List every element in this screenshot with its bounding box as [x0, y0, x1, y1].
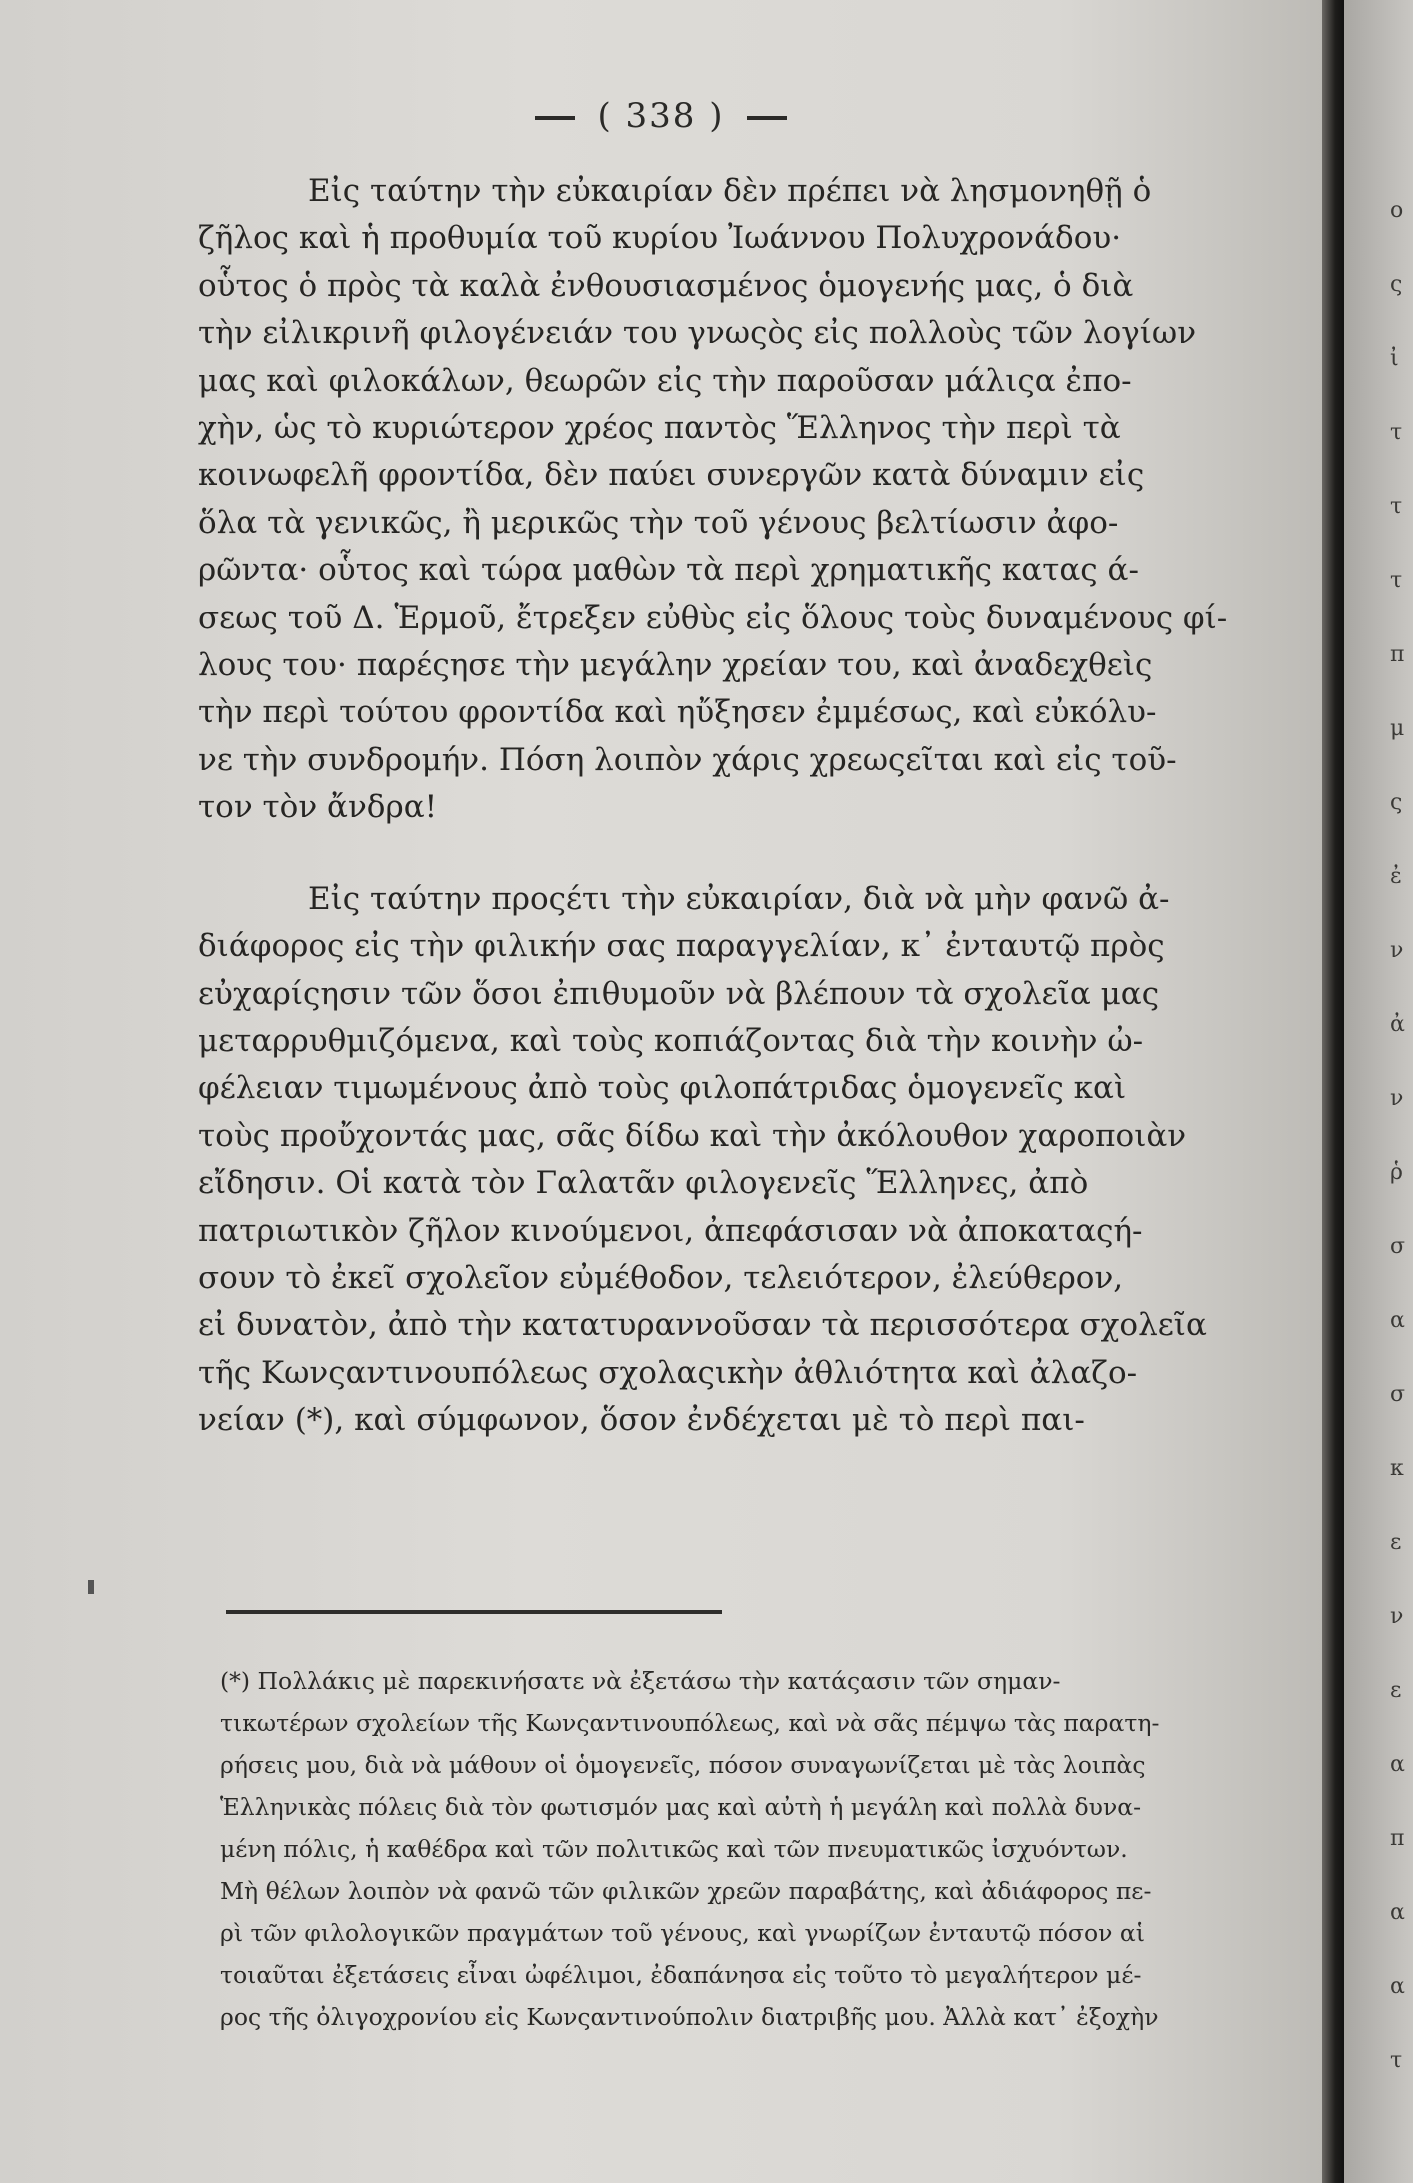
text-line: κοινωφελῆ φροντίδα, δὲν παύει συνεργῶν κατὰ δύναμιν εἰς	[198, 457, 1145, 494]
header-rule-right	[747, 116, 787, 120]
edge-letter: σ	[1390, 1382, 1406, 1407]
edge-letter: ν	[1390, 938, 1404, 963]
text-line: φέλειαν τιμωμένους ἀπὸ τοὺς φιλοπάτριδας ὁμογενεῖς καὶ	[198, 1070, 1127, 1107]
text-line: τὴν περὶ τούτου φροντίδα καὶ ηὔξησεν ἐμμέσως, καὶ εὐκόλυ-	[198, 694, 1157, 731]
edge-letter: τ	[1390, 494, 1403, 519]
edge-letter: κ	[1390, 1456, 1404, 1481]
edge-letter: α	[1390, 1308, 1405, 1333]
text-line: χὴν, ὡς τὸ κυριώτερον χρέος παντὸς Ἕλληνος τὴν περὶ τὰ	[198, 410, 1121, 447]
edge-letter: ο	[1390, 198, 1404, 223]
page-number: ( 338 )	[597, 96, 725, 136]
edge-letter: ς	[1390, 790, 1403, 815]
edge-letter: π	[1390, 1826, 1405, 1851]
main-text	[198, 168, 1306, 1445]
text-line: σουν τὸ ἐκεῖ σχολεῖον εὐμέθοδον, τελειότερον, ἐλεύθερον,	[198, 1259, 1124, 1296]
edge-letter: ς	[1390, 272, 1403, 297]
text-line: ζῆλος καὶ ἡ προθυμία τοῦ κυρίου Ἰωάννου Πολυχρονάδου·	[198, 220, 1122, 257]
edge-letter: ν	[1390, 1604, 1404, 1629]
footnote-line: Ἑλληνικὰς πόλεις διὰ τὸν φωτισμόν μας καὶ αὐτὴ ἡ μεγάλη καὶ πολλὰ δυνα-	[220, 1793, 1142, 1821]
edge-letter: ῥ	[1390, 1160, 1403, 1185]
next-page-edge	[1344, 0, 1413, 2183]
header-rule-left	[535, 116, 575, 120]
edge-letter: π	[1390, 642, 1405, 667]
text-line: τον τὸν ἄνδρα!	[198, 789, 438, 826]
text-line: εἰ δυνατὸν, ἀπὸ τὴν κατατυραννοῦσαν τὰ περισσότερα σχολεῖα	[198, 1307, 1207, 1344]
text-line: τὴν εἰλικρινῆ φιλογένειάν του γνωςὸς εἰς πολλοὺς τῶν λογίων	[198, 315, 1197, 352]
margin-mark	[88, 1580, 94, 1594]
page-header	[0, 96, 1322, 136]
text-line: νείαν (*), καὶ σύμφωνον, ὅσον ἐνδέχεται μὲ τὸ περὶ παι-	[198, 1402, 1085, 1439]
paragraph-2	[198, 876, 1306, 1445]
text-line: ρῶντα· οὗτος καὶ τώρα μαθὼν τὰ περὶ χρηματικῆς κατας ά-	[198, 552, 1139, 589]
paragraph-gap	[198, 832, 1306, 876]
text-line: τοὺς προὔχοντάς μας, σᾶς δίδω καὶ τὴν ἀκόλουθον χαροποιὰν	[198, 1117, 1187, 1154]
edge-letter: α	[1390, 1974, 1405, 1999]
footnote-line: μένη πόλις, ἡ καθέδρα καὶ τῶν πολιτικῶς καὶ τῶν πνευματικῶς ἰσχυόντων.	[220, 1835, 1128, 1863]
text-line: διάφορος εἰς τὴν φιλικήν σας παραγγελίαν, κ᾽ ἐνταυτῷ πρὸς	[198, 928, 1165, 965]
edge-letter: τ	[1390, 420, 1403, 445]
edge-letter: ε	[1390, 1678, 1402, 1703]
text-line: νε τὴν συνδρομήν. Πόση λοιπὸν χάρις χρεωςεῖται καὶ εἰς τοῦ-	[198, 741, 1177, 778]
edge-letter: τ	[1390, 568, 1403, 593]
edge-letter: α	[1390, 1900, 1405, 1925]
edge-letter: ἀ	[1390, 1012, 1405, 1037]
text-line: οὗτος ὁ πρὸς τὰ καλὰ ἐνθουσιασμένος ὁμογενής μας, ὁ διὰ	[198, 267, 1134, 304]
footnote-line: ρὶ τῶν φιλολογικῶν πραγμάτων τοῦ γένους, καὶ γνωρίζων ἐνταυτῷ πόσον αἱ	[220, 1919, 1145, 1947]
text-line: Εἰς ταύτην προςέτι τὴν εὐκαιρίαν, διὰ νὰ μὴν φανῶ ἀ-	[308, 880, 1170, 917]
edge-letter: ε	[1390, 1530, 1402, 1555]
text-line: μεταρρυθμιζόμενα, καὶ τοὺς κοπιάζοντας διὰ τὴν κοινὴν ὠ-	[198, 1022, 1144, 1059]
text-line: μας καὶ φιλοκάλων, θεωρῶν εἰς τὴν παροῦσαν μάλιςα ἐπο-	[198, 362, 1132, 399]
footnote	[220, 1660, 1300, 2038]
edge-letter: σ	[1390, 1234, 1406, 1259]
edge-letter: α	[1390, 1752, 1405, 1777]
text-line: Εἰς ταύτην τὴν εὐκαιρίαν δὲν πρέπει νὰ λησμονηθῇ ὁ	[308, 173, 1152, 209]
footnote-line: τικωτέρων σχολείων τῆς Κωνςαντινουπόλεως, καὶ νὰ σᾶς πέμψω τὰς παρατη-	[220, 1709, 1160, 1737]
footnote-line: τοιαῦται ἐξετάσεις εἶναι ὠφέλιμοι, ἐδαπάνησα εἰς τοῦτο τὸ μεγαλήτερον μέ-	[220, 1961, 1142, 1989]
text-line: πατριωτικὸν ζῆλον κινούμενοι, ἀπεφάσισαν νὰ ἀποκαταςή-	[198, 1212, 1143, 1249]
paragraph-1	[198, 168, 1306, 832]
edge-letter: ν	[1390, 1086, 1404, 1111]
footnote-line: ρος τῆς ὀλιγοχρονίου εἰς Κωνςαντινούπολιν διατριβῆς μου. Ἀλλὰ κατ᾽ ἐξοχὴν	[220, 2003, 1159, 2031]
footnote-separator	[226, 1610, 722, 1614]
text-line: τῆς Κωνςαντινουπόλεως σχολαςικὴν ἀθλιότητα καὶ ἀλαζο-	[198, 1354, 1138, 1391]
book-gutter	[1322, 0, 1344, 2183]
text-line: ὅλα τὰ γενικῶς, ἢ μερικῶς τὴν τοῦ γένους βελτίωσιν ἀφο-	[198, 504, 1119, 541]
footnote-line: Μὴ θέλων λοιπὸν νὰ φανῶ τῶν φιλικῶν χρεῶν παραβάτης, καὶ ἀδιάφορος πε-	[220, 1877, 1152, 1905]
footnote-line: ρήσεις μου, διὰ νὰ μάθουν οἱ ὁμογενεῖς, πόσον συναγωνίζεται μὲ τὰς λοιπὰς	[220, 1751, 1146, 1779]
text-line: σεως τοῦ Δ. Ἑρμοῦ, ἔτρεξεν εὐθὺς εἰς ὅλους τοὺς δυναμένους φί-	[198, 599, 1228, 636]
text-line: εἴδησιν. Οἱ κατὰ τὸν Γαλατᾶν φιλογενεῖς Ἕλληνες, ἀπὸ	[198, 1165, 1089, 1202]
edge-letter: ἰ	[1390, 346, 1399, 371]
text-line: εὐχαρίςησιν τῶν ὅσοι ἐπιθυμοῦν νὰ βλέπουν τὰ σχολεῖα μας	[198, 975, 1160, 1012]
edge-letter: τ	[1390, 2048, 1403, 2073]
edge-letter: ἐ	[1390, 864, 1402, 889]
footnote-line: (*) Πολλάκις μὲ παρεκινήσατε νὰ ἐξετάσω τὴν κατάςασιν τῶν σημαν-	[220, 1667, 1061, 1695]
text-line: λους του· παρέςησε τὴν μεγάλην χρείαν του, καὶ ἀναδεχθεὶς	[198, 647, 1153, 684]
edge-letter: μ	[1390, 716, 1405, 741]
